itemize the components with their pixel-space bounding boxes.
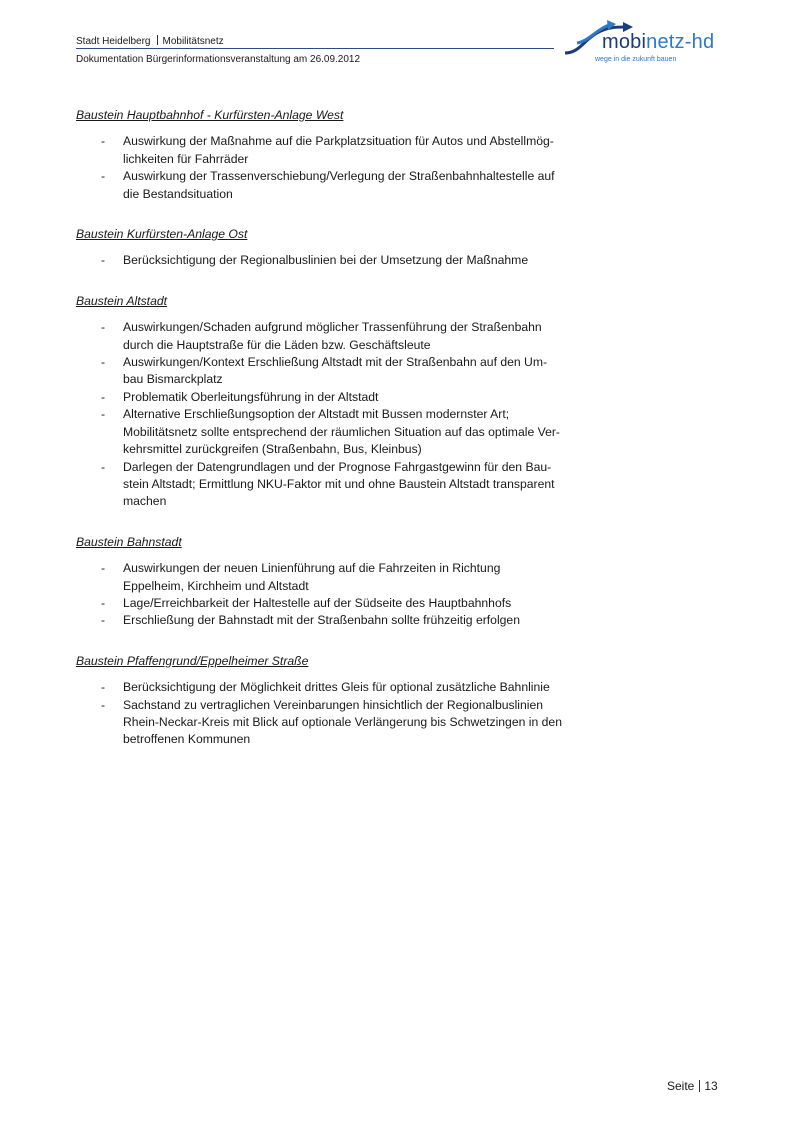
list-item-line: Alternative Erschließungsoption der Altstadt mit Bussen modernster Art; xyxy=(123,407,510,422)
document-body xyxy=(76,107,616,772)
dash-bullet: - xyxy=(101,169,106,184)
dash-bullet: - xyxy=(101,389,106,404)
dash-bullet: - xyxy=(101,134,106,149)
list-item-line: die Bestandsituation xyxy=(123,186,233,201)
header-org: Stadt Heidelberg xyxy=(76,36,151,47)
list-item xyxy=(76,679,616,696)
list-item xyxy=(76,406,616,458)
header-rule xyxy=(76,48,554,49)
list-item-line: Rhein-Neckar-Kreis mit Blick auf optionale Verlängerung bis Schwetzingen in den xyxy=(123,714,562,729)
bullet-list xyxy=(76,252,616,269)
header-subtitle: Dokumentation Bürgerinformationsveranstaltung am 26.09.2012 xyxy=(76,54,361,65)
bullet-list xyxy=(76,679,616,749)
list-item-line: Mobilitätsnetz sollte entsprechend der räumlichen Situation auf das optimale Ver- xyxy=(123,424,560,439)
list-item xyxy=(76,168,616,203)
dash-bullet: - xyxy=(101,459,106,474)
logo-tagline: wege in die zukunft bauen xyxy=(595,56,677,63)
list-item-line: Lage/Erreichbarkeit der Haltestelle auf der Südseite des Hauptbahnhofs xyxy=(123,595,512,610)
page-label: Seite xyxy=(667,1079,695,1093)
list-item-line: Problematik Oberleitungsführung in der Altstadt xyxy=(123,389,379,404)
dash-bullet: - xyxy=(101,697,106,712)
list-item xyxy=(76,612,616,629)
list-item-line: stein Altstadt; Ermittlung NKU-Faktor mit und ohne Baustein Altstadt transparent xyxy=(123,476,555,491)
list-item-line: Berücksichtigung der Möglichkeit drittes Gleis für optional zusätzliche Bahnlinie xyxy=(123,680,550,695)
dash-bullet: - xyxy=(101,253,106,268)
list-item-line: Auswirkungen der neuen Linienführung auf die Fahrzeiten in Richtung xyxy=(123,561,501,576)
list-item-line: Auswirkungen/Kontext Erschließung Altstadt mit der Straßenbahn auf den Um- xyxy=(123,355,548,370)
bullet-list xyxy=(76,319,616,510)
list-item-line: lichkeiten für Fahrräder xyxy=(123,151,249,166)
list-item-line: betroffenen Kommunen xyxy=(123,732,251,747)
list-item-line: Eppelheim, Kirchheim und Altstadt xyxy=(123,578,309,593)
header-project: Mobilitätsnetz xyxy=(162,36,224,47)
section xyxy=(76,107,616,203)
header-separator xyxy=(157,35,158,45)
header-org-line xyxy=(76,35,224,48)
dash-bullet: - xyxy=(101,561,106,576)
list-item xyxy=(76,459,616,511)
list-item-line: Erschließung der Bahnstadt mit der Straßenbahn sollte frühzeitig erfolgen xyxy=(123,613,520,628)
section xyxy=(76,653,616,749)
list-item xyxy=(76,595,616,612)
logo-brand-b: netz-hd xyxy=(646,31,715,53)
section-title: Baustein Bahnstadt xyxy=(76,534,182,549)
list-item xyxy=(76,319,616,354)
dash-bullet: - xyxy=(101,407,106,422)
list-item xyxy=(76,252,616,269)
section-title: Baustein Pfaffengrund/Eppelheimer Straße xyxy=(76,653,309,668)
mobinetz-logo xyxy=(563,19,723,69)
section-title: Baustein Hauptbahnhof - Kurfürsten-Anlage West xyxy=(76,108,344,122)
list-item-line: Auswirkungen/Schaden aufgrund möglicher Trassenführung der Straßenbahn xyxy=(123,320,542,335)
footer-separator xyxy=(699,1080,700,1092)
section xyxy=(76,293,616,511)
list-item xyxy=(76,560,616,595)
bullet-list xyxy=(76,560,616,630)
section xyxy=(76,534,616,630)
list-item-line: Auswirkung der Maßnahme auf die Parkplatzsituation für Autos und Abstellmög- xyxy=(123,134,554,149)
list-item xyxy=(76,133,616,168)
list-item-line: Berücksichtigung der Regionalbuslinien bei der Umsetzung der Maßnahme xyxy=(123,253,529,268)
list-item xyxy=(76,354,616,389)
logo-wordmark xyxy=(602,31,714,54)
list-item-line: bau Bismarckplatz xyxy=(123,372,223,387)
list-item-line: kehrsmittel zurückgreifen (Straßenbahn, Bus, Kleinbus) xyxy=(123,442,422,457)
section-title: Baustein Altstadt xyxy=(76,293,168,308)
list-item xyxy=(76,389,616,406)
list-item xyxy=(76,697,616,749)
list-item-line: durch die Hauptstraße für die Läden bzw. Geschäftsleute xyxy=(123,337,431,352)
dash-bullet: - xyxy=(101,613,106,628)
list-item-line: Sachstand zu vertraglichen Vereinbarungen hinsichtlich der Regionalbuslinien xyxy=(123,697,544,712)
logo-brand-a: mobi xyxy=(602,31,647,53)
page-number: 13 xyxy=(704,1079,718,1093)
section xyxy=(76,226,616,270)
list-item-line: Auswirkung der Trassenverschiebung/Verlegung der Straßenbahnhaltestelle auf xyxy=(123,169,555,184)
section-title: Baustein Kurfürsten-Anlage Ost xyxy=(76,227,248,242)
page-footer xyxy=(667,1079,718,1093)
dash-bullet: - xyxy=(101,595,106,610)
list-item-line: machen xyxy=(123,494,167,509)
dash-bullet: - xyxy=(101,320,106,335)
dash-bullet: - xyxy=(101,355,106,370)
dash-bullet: - xyxy=(101,680,106,695)
bullet-list xyxy=(76,133,616,203)
list-item-line: Darlegen der Datengrundlagen und der Prognose Fahrgastgewinn für den Bau- xyxy=(123,459,552,474)
